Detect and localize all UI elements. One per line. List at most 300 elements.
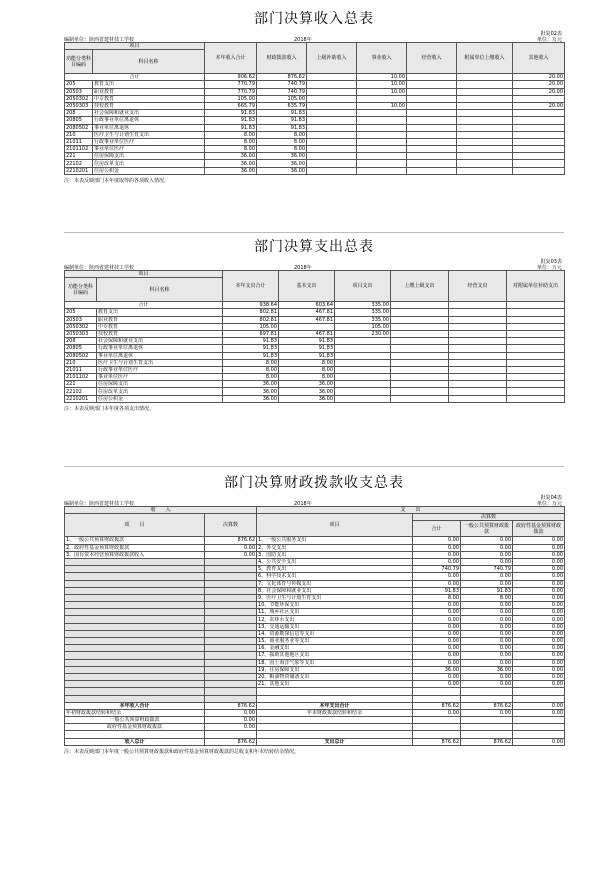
amount-cell: 0.00	[513, 623, 565, 630]
unit-label: 单位：万元	[536, 37, 562, 43]
fiscal-summary-title: 部门决算财政拨款收支总表	[224, 475, 404, 491]
amount-cell: 467.81	[279, 316, 335, 323]
amount-cell	[461, 695, 513, 702]
table-row	[65, 573, 565, 580]
amount-cell	[205, 580, 257, 587]
income-item-cell	[65, 681, 205, 688]
income-item-cell	[65, 594, 205, 601]
table-row	[65, 302, 565, 309]
amount-cell	[205, 594, 257, 601]
amount-cell: 335.00	[335, 316, 391, 323]
code-cell: 2050303	[65, 102, 93, 109]
amount-cell	[449, 323, 507, 330]
expense-item-cell: 12、农林水支出	[257, 616, 413, 623]
amount-cell: 0.00	[413, 558, 461, 565]
header-other-income: 其他收入	[513, 43, 565, 74]
code-cell: 2080502	[65, 124, 93, 131]
code-cell: 2101102	[65, 374, 97, 381]
amount-cell: 467.81	[279, 309, 335, 316]
income-item-cell: 2、政府性基金预算财政拨款	[65, 544, 205, 551]
amount-cell: 0.00	[205, 724, 257, 731]
amount-cell	[407, 81, 457, 88]
org-label: 编制单位：陕西省建材技工学校	[64, 265, 135, 271]
subject-cell: 医疗卫生与计划生育支出	[93, 131, 205, 138]
subject-cell: 行政事业单位离退休	[93, 117, 205, 124]
amount-cell	[461, 731, 513, 738]
header-superior-subsidy: 上级补助收入	[307, 43, 357, 74]
amount-cell: 0.00	[513, 709, 565, 716]
code-cell: 208	[65, 338, 97, 345]
amount-cell: 876.62	[413, 702, 461, 709]
table-row	[65, 381, 565, 388]
subject-cell: 社会保障和就业支出	[93, 110, 205, 117]
header-class-code: 功能分类科目编码	[65, 278, 97, 302]
expense-item-cell: 6、科学技术支出	[257, 573, 413, 580]
amount-cell: 0.00	[413, 573, 461, 580]
income-table	[64, 42, 565, 175]
amount-cell	[307, 102, 357, 109]
amount-cell: 0.00	[205, 544, 257, 551]
header-final-amount: 决算数	[413, 514, 565, 521]
amount-cell: 91.83	[279, 352, 335, 359]
subject-cell: 住房改革支出	[93, 160, 205, 167]
header-expense-item: 项目	[257, 514, 413, 537]
table-row	[65, 95, 565, 102]
income-summary-sheet	[64, 8, 564, 184]
amount-cell	[513, 95, 565, 102]
summary-row	[65, 731, 565, 738]
table-row	[65, 330, 565, 337]
amount-cell	[357, 153, 407, 160]
expense-item-cell	[257, 695, 413, 702]
amount-cell: 876.62	[205, 738, 257, 745]
amount-cell	[205, 666, 257, 673]
amount-cell	[205, 731, 257, 738]
amount-cell	[205, 623, 257, 630]
expense-item-cell: 21、其他支出	[257, 681, 413, 688]
table-row	[65, 623, 565, 630]
income-item-cell	[65, 645, 205, 652]
table-row	[65, 566, 565, 573]
expense-item-cell: 15、商业服务业等支出	[257, 638, 413, 645]
amount-cell	[357, 138, 407, 145]
amount-cell: 0.00	[513, 602, 565, 609]
amount-cell: 0.00	[461, 602, 513, 609]
amount-cell	[335, 366, 391, 373]
subject-cell: 住房公积金	[93, 167, 205, 174]
amount-cell: 36.00	[223, 388, 279, 395]
amount-cell	[407, 88, 457, 95]
amount-cell	[513, 117, 565, 124]
table-row	[65, 124, 565, 131]
table-row	[65, 345, 565, 352]
subject-cell: 中专教育	[93, 95, 205, 102]
amount-cell: 8.00	[223, 359, 279, 366]
amount-cell	[335, 359, 391, 366]
amount-cell: 0.00	[413, 623, 461, 630]
fiscal-table-body	[65, 537, 565, 745]
amount-cell	[205, 616, 257, 623]
amount-cell: 36.00	[205, 167, 257, 174]
amount-cell	[457, 124, 513, 131]
income-item-cell: 3、国有资本经营预算财政拨款收入	[65, 551, 205, 558]
amount-cell: 697.81	[223, 330, 279, 337]
amount-cell	[507, 366, 565, 373]
expense-item-cell	[257, 688, 413, 695]
expense-item-cell: 年末财政拨款结转和结余	[257, 709, 413, 716]
table-row	[65, 537, 565, 544]
code-cell: 205	[65, 81, 93, 88]
expense-table	[64, 270, 565, 403]
code-cell: 20805	[65, 117, 93, 124]
amount-cell: 91.83	[257, 117, 307, 124]
amount-cell: 876.62	[257, 74, 307, 81]
table-row	[65, 146, 565, 153]
unit-label: 单位：万元	[536, 265, 562, 271]
amount-cell: 36.00	[205, 160, 257, 167]
amount-cell: 0.00	[413, 652, 461, 659]
income-item-cell	[65, 566, 205, 573]
table-row	[65, 160, 565, 167]
header-subject-name: 科目名称	[97, 278, 223, 302]
code-cell: 2101102	[65, 146, 93, 153]
expense-item-cell: 4、公共安全支出	[257, 558, 413, 565]
amount-cell	[449, 359, 507, 366]
amount-cell: 0.00	[513, 616, 565, 623]
total-label: 合计	[65, 302, 223, 309]
table-row	[65, 587, 565, 594]
amount-cell: 91.83	[461, 587, 513, 594]
header-general-budget: 一般公共预算财政拨款	[461, 521, 513, 537]
amount-cell	[457, 102, 513, 109]
table-row	[65, 695, 565, 702]
amount-cell: 802.81	[223, 316, 279, 323]
code-cell: 2210201	[65, 167, 93, 174]
subject-cell: 教育支出	[93, 81, 205, 88]
expense-item-cell: 17、援助其他地区支出	[257, 652, 413, 659]
table-row	[65, 338, 565, 345]
amount-cell: 36.00	[223, 395, 279, 402]
table-row	[65, 609, 565, 616]
amount-cell: 740.79	[257, 81, 307, 88]
amount-cell	[413, 717, 461, 724]
amount-cell: 0.00	[413, 630, 461, 637]
subject-cell: 行政事业单位医疗	[93, 138, 205, 145]
amount-cell: 8.00	[279, 366, 335, 373]
amount-cell	[391, 302, 449, 309]
table-row	[65, 544, 565, 551]
table-row	[65, 681, 565, 688]
amount-cell	[507, 381, 565, 388]
table-row	[65, 673, 565, 680]
amount-cell	[357, 124, 407, 131]
amount-cell: 0.00	[205, 709, 257, 716]
amount-cell: 36.00	[279, 381, 335, 388]
amount-cell	[407, 74, 457, 81]
amount-cell: 740.79	[461, 566, 513, 573]
amount-cell	[457, 153, 513, 160]
amount-cell: 0.00	[513, 673, 565, 680]
amount-cell	[205, 688, 257, 695]
amount-cell: 36.00	[257, 167, 307, 174]
expense-item-cell: 5、教育支出	[257, 566, 413, 573]
amount-cell	[307, 74, 357, 81]
amount-cell: 20.00	[513, 74, 565, 81]
income-item-cell	[65, 688, 205, 695]
amount-cell	[449, 309, 507, 316]
amount-cell: 335.00	[335, 309, 391, 316]
amount-cell	[357, 167, 407, 174]
amount-cell: 0.00	[413, 645, 461, 652]
expense-item-cell: 19、住房保障支出	[257, 666, 413, 673]
amount-cell	[513, 131, 565, 138]
amount-cell	[449, 388, 507, 395]
table-row	[65, 110, 565, 117]
header-operating-income: 经营收入	[407, 43, 457, 74]
amount-cell: 8.00	[257, 146, 307, 153]
amount-cell	[205, 558, 257, 565]
subject-cell: 事业单位医疗	[97, 374, 223, 381]
amount-cell	[449, 374, 507, 381]
table-row	[65, 138, 565, 145]
amount-cell	[307, 88, 357, 95]
amount-cell: 0.00	[461, 652, 513, 659]
table-row	[65, 558, 565, 565]
amount-cell	[449, 395, 507, 402]
amount-cell: 36.00	[257, 153, 307, 160]
amount-cell: 0.00	[413, 602, 461, 609]
subject-cell: 技校教育	[93, 102, 205, 109]
amount-cell	[513, 731, 565, 738]
amount-cell	[357, 146, 407, 153]
amount-cell	[307, 95, 357, 102]
code-cell: 2210201	[65, 395, 97, 402]
amount-cell	[449, 366, 507, 373]
amount-cell: 876.62	[461, 738, 513, 745]
amount-cell: 0.00	[513, 580, 565, 587]
amount-cell: 0.00	[513, 587, 565, 594]
amount-cell	[205, 602, 257, 609]
amount-cell	[513, 153, 565, 160]
table-row	[65, 131, 565, 138]
code-cell: 22102	[65, 160, 93, 167]
amount-cell	[413, 724, 461, 731]
amount-cell: 0.00	[461, 544, 513, 551]
subject-cell: 行政事业单位离退休	[97, 345, 223, 352]
header-class-code: 功能分类科目编码	[65, 50, 93, 74]
amount-cell	[461, 724, 513, 731]
org-label: 编制单位：陕西省建材技工学校	[64, 501, 135, 507]
amount-cell	[513, 110, 565, 117]
subject-cell: 医疗卫生与计划生育支出	[97, 359, 223, 366]
table-row	[65, 580, 565, 587]
code-cell: 2050302	[65, 323, 97, 330]
amount-cell	[513, 724, 565, 731]
income-item-cell	[65, 587, 205, 594]
amount-cell	[507, 388, 565, 395]
amount-cell: 8.00	[257, 131, 307, 138]
expense-item-cell: 11、城乡社区支出	[257, 609, 413, 616]
table-row	[65, 666, 565, 673]
amount-cell: 0.00	[205, 551, 257, 558]
income-item-cell: 1、一般公共预算财政拨款	[65, 537, 205, 544]
amount-cell: 603.64	[279, 302, 335, 309]
amount-cell	[205, 638, 257, 645]
header-income-item: 项 目	[65, 514, 205, 537]
amount-cell	[307, 124, 357, 131]
amount-cell: 91.83	[279, 338, 335, 345]
year-label: 2018年	[294, 265, 312, 271]
amount-cell: 105.00	[335, 323, 391, 330]
amount-cell: 0.00	[513, 573, 565, 580]
table-row	[65, 630, 565, 637]
summary-row	[65, 702, 565, 709]
amount-cell	[513, 160, 565, 167]
amount-cell	[407, 131, 457, 138]
amount-cell	[205, 573, 257, 580]
subject-cell: 职业教育	[93, 88, 205, 95]
amount-cell: 335.00	[335, 302, 391, 309]
expense-item-cell: 8、社会保障和就业支出	[257, 587, 413, 594]
amount-cell	[513, 688, 565, 695]
table-row	[65, 81, 565, 88]
amount-cell	[335, 345, 391, 352]
expense-item-cell: 9、医疗卫生与计划生育支出	[257, 594, 413, 601]
income-item-cell	[65, 731, 205, 738]
header-affiliate-income: 附属单位上缴收入	[457, 43, 513, 74]
code-cell: 20805	[65, 345, 97, 352]
amount-cell	[507, 345, 565, 352]
amount-cell	[335, 388, 391, 395]
table-row	[65, 153, 565, 160]
amount-cell	[307, 110, 357, 117]
income-item-cell: 本年收入合计	[65, 702, 205, 709]
table-code: 批复02表	[540, 31, 562, 37]
amount-cell: 8.00	[205, 146, 257, 153]
amount-cell: 8.00	[279, 359, 335, 366]
income-item-cell	[65, 623, 205, 630]
header-remit-superior: 上缴上级支出	[391, 271, 449, 302]
amount-cell: 0.00	[413, 681, 461, 688]
income-item-cell	[65, 652, 205, 659]
subject-cell: 技校教育	[97, 330, 223, 337]
header-business-income: 事业收入	[357, 43, 407, 74]
amount-cell	[407, 146, 457, 153]
table-row	[65, 388, 565, 395]
amount-cell	[391, 374, 449, 381]
amount-cell: 0.00	[513, 702, 565, 709]
code-cell: 210	[65, 359, 97, 366]
income-item-cell: 政府性基金预算财政拨款	[65, 724, 205, 731]
amount-cell	[449, 338, 507, 345]
amount-cell	[307, 138, 357, 145]
amount-cell: 91.83	[279, 345, 335, 352]
amount-cell	[457, 74, 513, 81]
table-row	[65, 359, 565, 366]
amount-cell	[391, 338, 449, 345]
amount-cell: 0.00	[413, 537, 461, 544]
amount-cell	[513, 167, 565, 174]
income-item-cell	[65, 630, 205, 637]
amount-cell: 0.00	[513, 566, 565, 573]
amount-cell	[513, 695, 565, 702]
header-project-expense: 项目支出	[335, 271, 391, 302]
amount-cell: 91.83	[205, 117, 257, 124]
amount-cell	[407, 117, 457, 124]
amount-cell	[507, 395, 565, 402]
amount-cell	[205, 587, 257, 594]
summary-row	[65, 724, 565, 731]
amount-cell	[307, 160, 357, 167]
amount-cell: 740.79	[413, 566, 461, 573]
subject-cell: 事业单位医疗	[93, 146, 205, 153]
amount-cell	[391, 345, 449, 352]
code-cell: 210	[65, 131, 93, 138]
amount-cell: 0.00	[513, 558, 565, 565]
amount-cell	[407, 110, 457, 117]
amount-cell	[391, 395, 449, 402]
amount-cell: 0.00	[513, 609, 565, 616]
amount-cell	[513, 146, 565, 153]
code-cell: 21011	[65, 366, 97, 373]
amount-cell: 105.00	[205, 95, 257, 102]
amount-cell	[205, 652, 257, 659]
amount-cell: 10.00	[357, 74, 407, 81]
amount-cell	[449, 302, 507, 309]
amount-cell: 0.00	[513, 659, 565, 666]
amount-cell	[335, 395, 391, 402]
table-row	[65, 366, 565, 373]
amount-cell	[307, 146, 357, 153]
amount-cell: 0.00	[413, 638, 461, 645]
amount-cell: 0.00	[461, 659, 513, 666]
subject-cell: 住房保障支出	[97, 381, 223, 388]
amount-cell	[507, 352, 565, 359]
amount-cell: 0.00	[461, 551, 513, 558]
amount-cell: 0.00	[205, 717, 257, 724]
amount-cell: 0.00	[461, 580, 513, 587]
income-item-cell	[65, 573, 205, 580]
fiscal-table	[64, 506, 565, 746]
code-cell: 208	[65, 110, 93, 117]
expense-item-cell: 1、一般公共服务支出	[257, 537, 413, 544]
code-cell: 2080502	[65, 352, 97, 359]
amount-cell	[391, 323, 449, 330]
table-row	[65, 594, 565, 601]
amount-cell	[357, 110, 407, 117]
amount-cell: 36.00	[461, 666, 513, 673]
table-row	[65, 323, 565, 330]
amount-cell	[407, 138, 457, 145]
amount-cell	[457, 131, 513, 138]
expense-item-cell	[257, 717, 413, 724]
subject-cell: 住房保障支出	[93, 153, 205, 160]
table-row	[65, 167, 565, 174]
amount-cell	[391, 388, 449, 395]
expense-item-cell: 10、节能环保支出	[257, 602, 413, 609]
table-row	[65, 117, 565, 124]
amount-cell: 802.81	[223, 309, 279, 316]
expense-table-body	[65, 302, 565, 403]
income-item-cell	[65, 659, 205, 666]
amount-cell: 0.00	[461, 616, 513, 623]
code-cell: 2050302	[65, 95, 93, 102]
amount-cell: 0.00	[513, 645, 565, 652]
amount-cell: 0.00	[413, 580, 461, 587]
amount-cell: 8.00	[257, 138, 307, 145]
income-item-cell	[65, 673, 205, 680]
year-label: 2018年	[294, 37, 312, 43]
